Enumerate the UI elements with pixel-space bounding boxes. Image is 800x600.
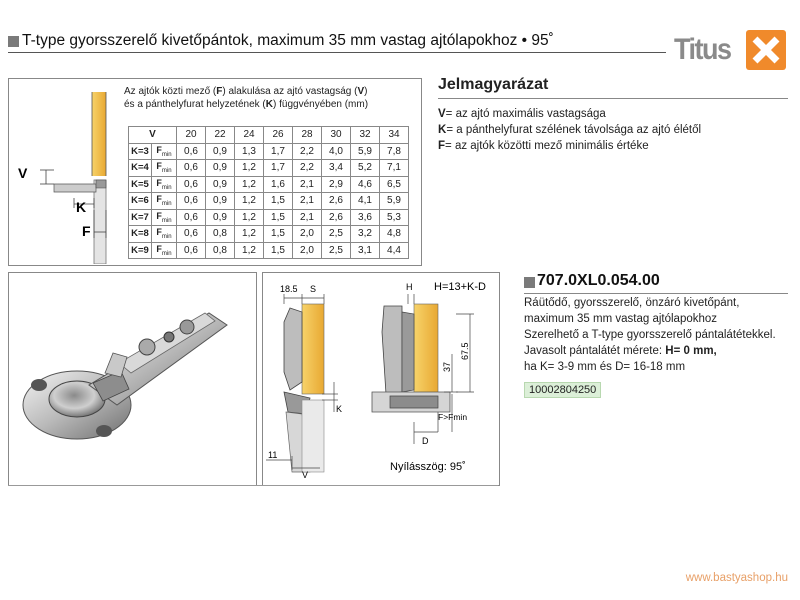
k-label-cell: K=4 — [129, 160, 152, 177]
gap-diagram — [10, 80, 128, 264]
table-cell: 1,2 — [235, 193, 264, 210]
dim-d: D — [422, 436, 429, 446]
table-cell: 4,1 — [351, 193, 380, 210]
table-cell: 5,3 — [380, 209, 409, 226]
footer-divider — [8, 485, 498, 486]
f-label-cell: $F_{min}$ — [152, 209, 177, 226]
table-cell: 1,2 — [235, 242, 264, 259]
legend-title: Jelmagyarázat — [438, 76, 549, 93]
table-cell: 5,2 — [351, 160, 380, 177]
f-label-cell: $F_{min}$ — [152, 242, 177, 259]
footer-url[interactable]: www.bastyashop.hu — [685, 572, 788, 584]
table-cell: 4,4 — [380, 242, 409, 259]
hinge-photo — [9, 273, 256, 485]
table-cell: 2,0 — [293, 242, 322, 259]
brand-x-icon — [746, 30, 786, 70]
table-cell: 7,1 — [380, 160, 409, 177]
diagram-label-f: F — [82, 223, 91, 239]
table-cell: 1,5 — [264, 209, 293, 226]
door-left — [302, 304, 324, 394]
dim-fmin: F>Fmin — [438, 412, 468, 422]
product-bullet — [524, 277, 535, 288]
table-cell: 1,7 — [264, 160, 293, 177]
table-cell: 0,6 — [177, 176, 206, 193]
table-cell: 6,5 — [380, 176, 409, 193]
table-cell: 2,5 — [322, 242, 351, 259]
table-cell: 5,9 — [351, 143, 380, 160]
table-header-row — [129, 127, 409, 144]
table-cell: 1,6 — [264, 176, 293, 193]
dim-37: 37 — [442, 361, 452, 372]
table-cell: 2,1 — [293, 193, 322, 210]
table-cell: 2,6 — [322, 209, 351, 226]
brand-logo: Titus — [674, 32, 731, 66]
dim-18-5: 18.5 — [280, 284, 298, 294]
v-value-header: 24 — [235, 127, 264, 144]
dim-v: V — [302, 470, 309, 480]
f-label-cell: $F_{min}$ — [152, 160, 177, 177]
opening-angle-caption: Nyílásszög: 95˚ — [390, 461, 466, 473]
table-cell: 1,5 — [264, 193, 293, 210]
table-cell: 4,6 — [351, 176, 380, 193]
legend-item: V= az ajtó maximális vastagsága — [438, 108, 606, 120]
diagram-label-v: V — [18, 165, 28, 181]
table-cell: 0,6 — [177, 209, 206, 226]
product-desc-line: Szerelhető a T-type gyorsszerelő pántalátétekkel. — [524, 329, 776, 341]
v-value-header: 30 — [322, 127, 351, 144]
gap-spec-table — [128, 126, 409, 259]
table-cell: 0,9 — [206, 143, 235, 160]
table-cell: 2,6 — [322, 193, 351, 210]
table-cell: 4,8 — [380, 226, 409, 243]
v-value-header: 22 — [206, 127, 235, 144]
page-title: T-type gyorsszerelő kivetőpántok, maximum 35 mm vastag ajtólapokhoz • 95˚ — [22, 32, 554, 49]
table-row — [129, 242, 409, 259]
f-label-cell: $F_{min}$ — [152, 193, 177, 210]
f-label-cell: $F_{min}$ — [152, 143, 177, 160]
title-bullet — [8, 36, 19, 47]
table-cell: 4,0 — [322, 143, 351, 160]
table-cell: 0,8 — [206, 226, 235, 243]
table-row — [129, 160, 409, 177]
product-desc-line: Ráütődő, gyorsszerelő, önzáró kivetőpánt, — [524, 297, 740, 309]
product-code: 707.0XL0.054.00 — [537, 272, 660, 289]
table-cell: 0,6 — [177, 143, 206, 160]
table-cell: 3,4 — [322, 160, 351, 177]
table-cell: 2,5 — [322, 226, 351, 243]
table-cell: 3,6 — [351, 209, 380, 226]
table-cell: 0,6 — [177, 160, 206, 177]
legend-divider — [438, 98, 788, 99]
table-caption: Az ajtók közti mező (F) alakulása az ajtó vastagság (V) és a pánthelyfurat helyzetének (K) függvényében (mm) — [124, 86, 369, 110]
technical-drawing — [262, 272, 500, 484]
hinge-photo-panel — [8, 272, 257, 486]
sku-badge: 10002804250 — [524, 382, 601, 398]
title-divider — [8, 52, 666, 53]
dim-k: K — [336, 404, 343, 414]
k-label-cell: K=5 — [129, 176, 152, 193]
table-row — [129, 209, 409, 226]
table-row — [129, 176, 409, 193]
legend-item: K= a pánthelyfurat szélének távolsága az ajtó élétől — [438, 124, 702, 136]
table-cell: 7,8 — [380, 143, 409, 160]
table-cell: 1,2 — [235, 209, 264, 226]
dim-h: H — [406, 282, 413, 292]
table-cell: 3,2 — [351, 226, 380, 243]
table-row — [129, 226, 409, 243]
k-label-cell: K=7 — [129, 209, 152, 226]
v-value-header: 32 — [351, 127, 380, 144]
table-cell: 1,5 — [264, 242, 293, 259]
table-cell: 0,9 — [206, 176, 235, 193]
table-cell: 1,7 — [264, 143, 293, 160]
door-right — [414, 304, 438, 394]
table-cell: 2,2 — [293, 160, 322, 177]
dim-67-5: 67.5 — [460, 342, 470, 360]
table-cell: 2,0 — [293, 226, 322, 243]
table-cell: 0,9 — [206, 160, 235, 177]
table-cell: 0,6 — [177, 226, 206, 243]
table-cell: 0,6 — [177, 242, 206, 259]
table-row — [129, 193, 409, 210]
diagram-label-k: K — [76, 199, 87, 215]
table-cell: 1,5 — [264, 226, 293, 243]
formula-h: H=13+K-D — [434, 281, 486, 293]
table-cell: 0,9 — [206, 209, 235, 226]
v-header: V — [129, 127, 177, 144]
product-desc-line: maximum 35 mm vastag ajtólapokhoz — [524, 313, 718, 325]
v-value-header: 34 — [380, 127, 409, 144]
k-label-cell: K=3 — [129, 143, 152, 160]
table-cell: 2,1 — [293, 209, 322, 226]
table-cell: 1,2 — [235, 160, 264, 177]
table-cell: 3,1 — [351, 242, 380, 259]
table-cell: 1,3 — [235, 143, 264, 160]
k-label-cell: K=6 — [129, 193, 152, 210]
table-cell: 0,9 — [206, 193, 235, 210]
k-label-cell: K=9 — [129, 242, 152, 259]
table-cell: 1,2 — [235, 176, 264, 193]
product-divider — [524, 293, 788, 294]
dim-s: S — [310, 284, 317, 294]
table-cell: 2,1 — [293, 176, 322, 193]
table-cell: 0,6 — [177, 193, 206, 210]
legend-item: F= az ajtók közötti mező minimális értéke — [438, 140, 649, 152]
table-row — [129, 143, 409, 160]
table-cell: 5,9 — [380, 193, 409, 210]
dim-11: 11 — [268, 450, 278, 460]
f-label-cell: $F_{min}$ — [152, 226, 177, 243]
f-label-cell: $F_{min}$ — [152, 176, 177, 193]
v-value-header: 26 — [264, 127, 293, 144]
v-value-header: 20 — [177, 127, 206, 144]
table-cell: 2,2 — [293, 143, 322, 160]
door-panel — [92, 92, 106, 176]
table-cell: 1,2 — [235, 226, 264, 243]
table-cell: 0,8 — [206, 242, 235, 259]
product-desc-line: ha K= 3-9 mm és D= 16-18 mm — [524, 361, 686, 373]
v-value-header: 28 — [293, 127, 322, 144]
table-cell: 2,9 — [322, 176, 351, 193]
product-desc-line: Javasolt pántalátét mérete: H= 0 mm, — [524, 345, 717, 357]
k-label-cell: K=8 — [129, 226, 152, 243]
